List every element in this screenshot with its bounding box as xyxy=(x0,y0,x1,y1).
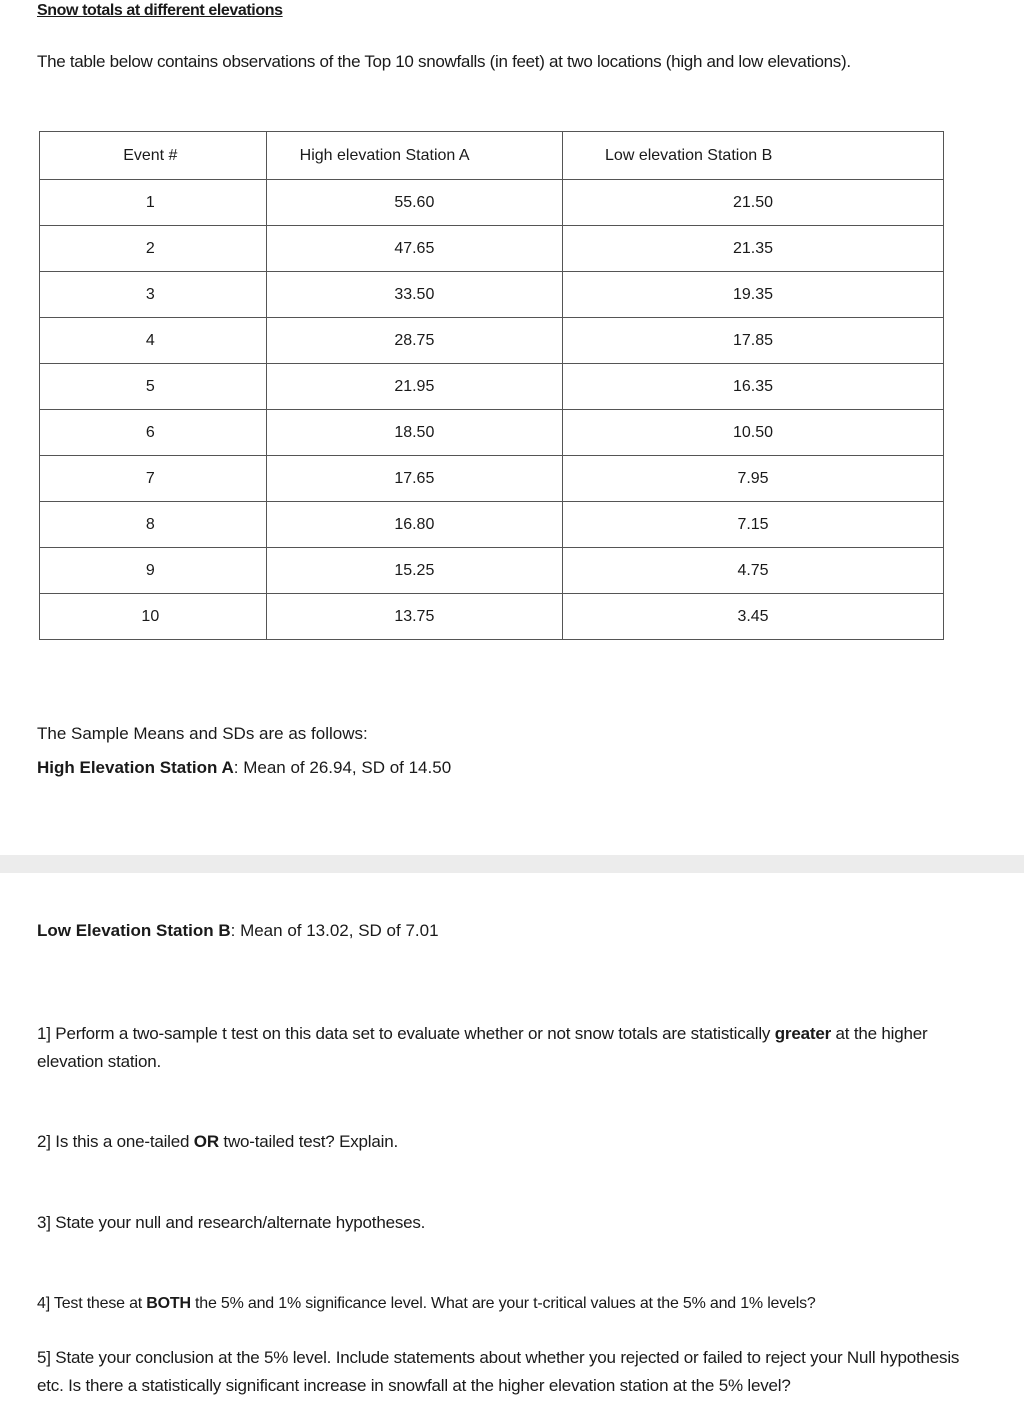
question-4-text: 4] Test these at xyxy=(37,1295,147,1312)
question-2-text: 2] Is this a one-tailed xyxy=(37,1132,194,1151)
station-a-values: : Mean of 26.94, SD of 14.50 xyxy=(233,758,452,777)
page-title: Snow totals at different elevations xyxy=(37,2,283,19)
question-4-emphasis: BOTH xyxy=(146,1295,191,1312)
table-row xyxy=(40,364,944,410)
cell-station-a: 17.65 xyxy=(266,456,562,502)
means-intro: The Sample Means and SDs are as follows: xyxy=(37,724,368,743)
question-3: 3] State your null and research/alternate hypotheses. xyxy=(37,1213,426,1232)
cell-station-b: 21.50 xyxy=(563,180,944,226)
cell-station-a: 16.80 xyxy=(266,502,562,548)
cell-station-a: 28.75 xyxy=(266,318,562,364)
cell-event: 5 xyxy=(40,364,267,410)
question-2-emphasis: OR xyxy=(193,1132,219,1151)
table-row xyxy=(40,594,944,640)
station-b-values: : Mean of 13.02, SD of 7.01 xyxy=(230,921,439,940)
table-row xyxy=(40,410,944,456)
station-a-label: High Elevation Station A xyxy=(37,758,234,777)
cell-station-a: 33.50 xyxy=(266,272,562,318)
table-body xyxy=(40,180,944,640)
table-header-row xyxy=(40,132,944,180)
question-4 xyxy=(37,1290,987,1318)
table-row xyxy=(40,226,944,272)
snowfall-table xyxy=(39,131,944,640)
cell-station-a: 13.75 xyxy=(266,594,562,640)
table-row xyxy=(40,272,944,318)
question-4-text-end: the 5% and 1% significance level. What are your t-critical values at the 5% and 1% levels? xyxy=(190,1295,816,1312)
cell-event: 1 xyxy=(40,180,267,226)
table-row xyxy=(40,456,944,502)
cell-station-b: 4.75 xyxy=(563,548,944,594)
table-row xyxy=(40,548,944,594)
header-station-a: High elevation Station A xyxy=(266,132,562,180)
station-b-stats xyxy=(37,921,439,941)
table-row xyxy=(40,180,944,226)
question-2-text-end: two-tailed test? Explain. xyxy=(218,1132,398,1151)
cell-event: 3 xyxy=(40,272,267,318)
cell-station-b: 16.35 xyxy=(563,364,944,410)
cell-station-b: 19.35 xyxy=(563,272,944,318)
question-5: 5] State your conclusion at the 5% level. Include statements about whether you rejected or failed to reject your Null hypothesis etc. Is there a statistically significant increase in snowfall at the higher elevation station at the 5% level? xyxy=(37,1348,960,1395)
station-a-stats xyxy=(37,758,451,778)
cell-station-b: 10.50 xyxy=(563,410,944,456)
header-station-b: Low elevation Station B xyxy=(563,132,944,180)
page-break-divider xyxy=(0,855,1024,873)
question-1-emphasis: greater xyxy=(774,1024,831,1043)
cell-event: 9 xyxy=(40,548,267,594)
cell-event: 6 xyxy=(40,410,267,456)
cell-event: 7 xyxy=(40,456,267,502)
cell-station-b: 3.45 xyxy=(563,594,944,640)
cell-event: 2 xyxy=(40,226,267,272)
cell-station-b: 7.15 xyxy=(563,502,944,548)
question-1 xyxy=(37,1020,987,1076)
station-b-label: Low Elevation Station B xyxy=(37,921,231,940)
intro-text: The table below contains observations of the Top 10 snowfalls (in feet) at two locations (high and low elevations). xyxy=(37,52,851,71)
cell-station-a: 47.65 xyxy=(266,226,562,272)
question-2 xyxy=(37,1128,987,1156)
cell-event: 8 xyxy=(40,502,267,548)
header-event: Event # xyxy=(40,132,267,180)
cell-station-a: 15.25 xyxy=(266,548,562,594)
table-row xyxy=(40,502,944,548)
cell-event: 10 xyxy=(40,594,267,640)
cell-station-b: 21.35 xyxy=(563,226,944,272)
cell-event: 4 xyxy=(40,318,267,364)
cell-station-a: 18.50 xyxy=(266,410,562,456)
cell-station-a: 55.60 xyxy=(266,180,562,226)
cell-station-a: 21.95 xyxy=(266,364,562,410)
question-1-text: 1] Perform a two-sample t test on this data set to evaluate whether or not snow totals are statistically xyxy=(37,1024,775,1043)
question-1-text-end: at the higher elevation station. xyxy=(37,1024,928,1071)
table-row xyxy=(40,318,944,364)
cell-station-b: 17.85 xyxy=(563,318,944,364)
cell-station-b: 7.95 xyxy=(563,456,944,502)
